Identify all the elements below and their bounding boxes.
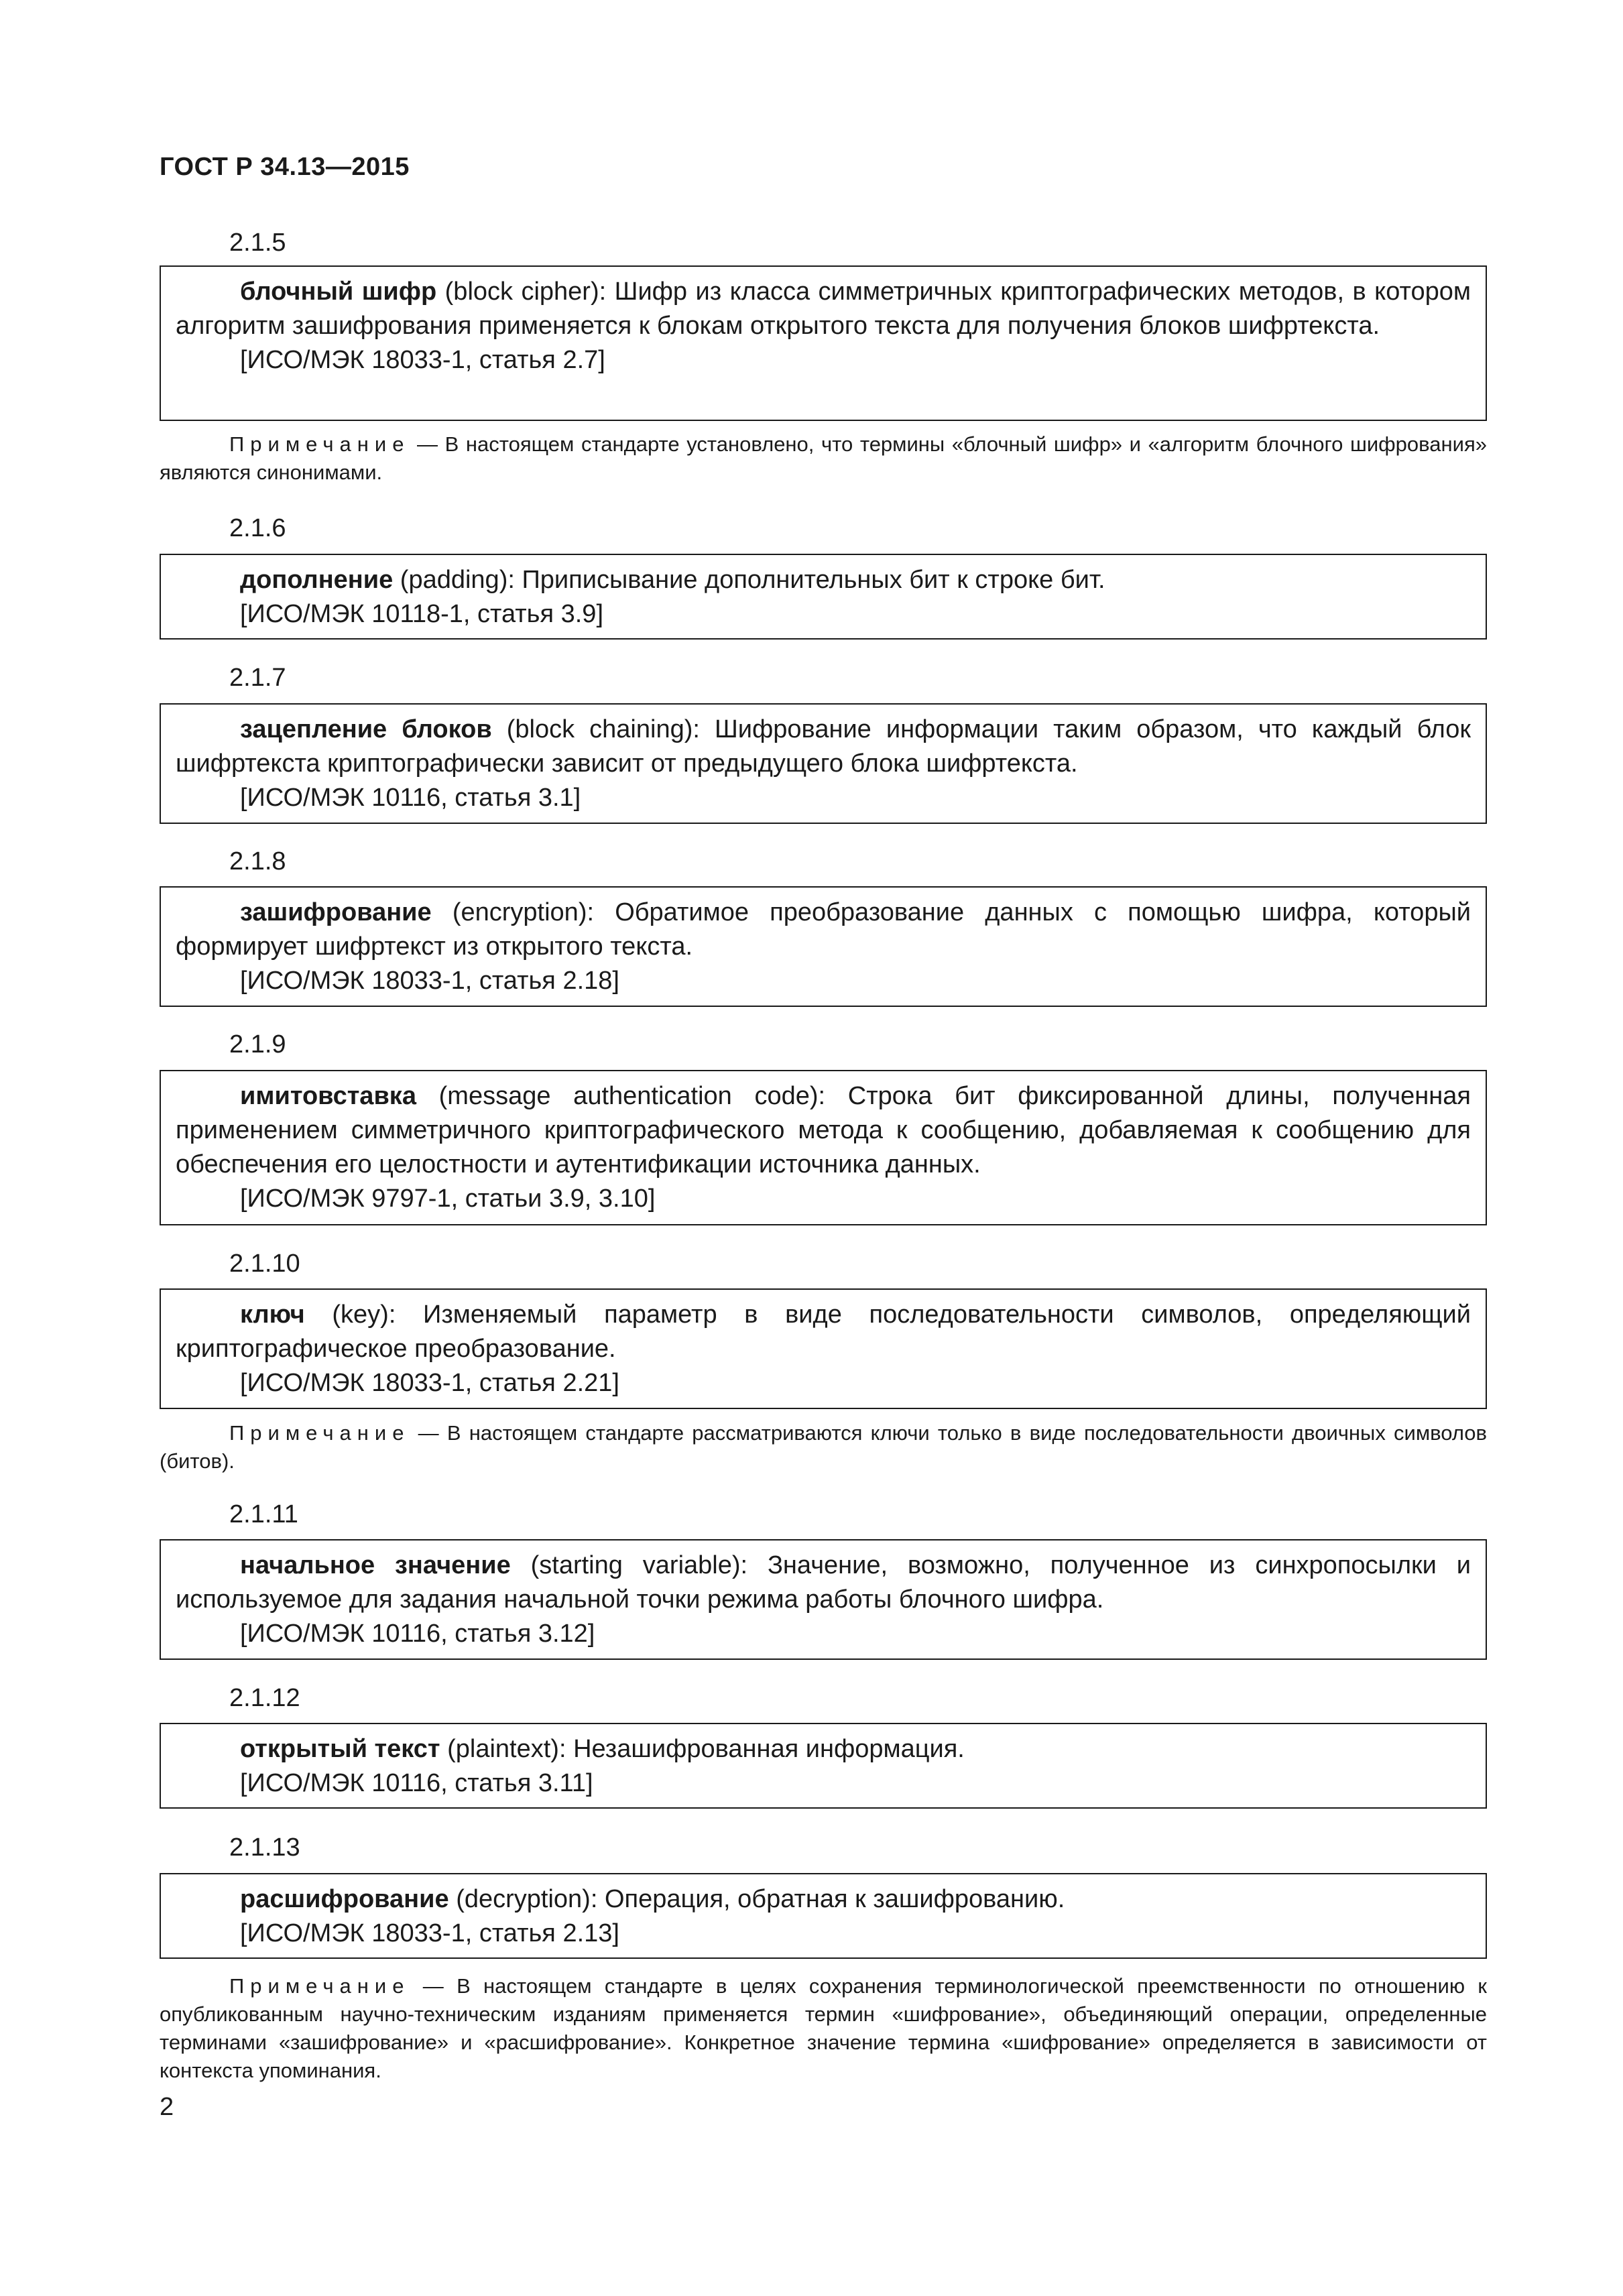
entry-number: 2.1.9 (229, 1030, 286, 1059)
term: дополнение (240, 566, 394, 594)
source-reference: [ИСО/МЭК 9797-1, статьи 3.9, 3.10] (240, 1185, 656, 1213)
note-label: Примечание (229, 1974, 410, 1998)
definition-body: (plaintext): Незашифрованная информация. (440, 1735, 965, 1763)
entry-number: 2.1.13 (229, 1833, 300, 1862)
definition-box (160, 554, 1487, 640)
definition-body: (block chaining): Шифрование информации таким образом, что каждый блок шифртекста криптографически зависит от предыдущего блока шифртекста. (176, 715, 1471, 778)
definition-box (160, 1288, 1487, 1409)
definition-text (176, 563, 1471, 597)
page-number: 2 (160, 2093, 174, 2121)
source-reference: [ИСО/МЭК 10118-1, статья 3.9] (240, 600, 604, 628)
term: начальное значение (240, 1551, 511, 1579)
entry-number: 2.1.6 (229, 514, 286, 542)
definition-box (160, 886, 1487, 1007)
definition-text (176, 713, 1471, 781)
definition-text (176, 1882, 1471, 1917)
entry-number: 2.1.8 (229, 847, 286, 875)
term: зашифрование (240, 898, 432, 926)
term: имитовставка (240, 1082, 416, 1110)
definition-body: (encryption): Обратимое преобразование данных с помощью шифра, который формирует шифртекст из открытого текста. (176, 898, 1471, 961)
source-reference: [ИСО/МЭК 18033-1, статья 2.13] (240, 1919, 619, 1947)
definition-box (160, 1539, 1487, 1660)
note-text: — В настоящем стандарте рассматриваются ключи только в виде последовательности двоичных символов (битов). (160, 1421, 1487, 1473)
source-reference: [ИСО/МЭК 10116, статья 3.11] (240, 1769, 593, 1797)
note (160, 1419, 1487, 1475)
note (160, 430, 1487, 487)
definition-box (160, 1873, 1487, 1959)
entry-number: 2.1.12 (229, 1684, 300, 1712)
entry-number: 2.1.11 (229, 1500, 298, 1528)
source-reference: [ИСО/МЭК 18033-1, статья 2.7] (240, 346, 605, 374)
note (160, 1972, 1487, 2085)
definition-box (160, 1723, 1487, 1809)
definition-text (176, 1549, 1471, 1617)
definition-body: (starting variable): Значение, возможно, полученное из синхропосылки и используемое для задания начальной точки режима работы блочного шифра. (176, 1551, 1471, 1614)
source-reference: [ИСО/МЭК 10116, статья 3.1] (240, 784, 581, 812)
entry-number: 2.1.10 (229, 1250, 300, 1278)
definition-body: (message authentication code): Строка бит фиксированной длины, полученная применением симметричного криптографического метода к сообщению, добавляемая к сообщению для обеспечения его целостности и аутентификации источника данных. (176, 1082, 1471, 1179)
term: ключ (240, 1301, 305, 1329)
term: расшифрование (240, 1885, 449, 1913)
term: блочный шифр (240, 278, 437, 306)
definition-box (160, 1070, 1487, 1225)
entry-number: 2.1.5 (229, 229, 286, 257)
term: открытый текст (240, 1735, 440, 1763)
note-label: Примечание (229, 432, 410, 456)
source-reference: [ИСО/МЭК 18033-1, статья 2.21] (240, 1369, 619, 1397)
definition-box (160, 703, 1487, 824)
definition-body: (decryption): Операция, обратная к зашифрованию. (448, 1885, 1065, 1913)
definition-body: (padding): Приписывание дополнительных бит к строке бит. (393, 566, 1105, 594)
definition-text (176, 1298, 1471, 1366)
definition-text (176, 275, 1471, 343)
definition-body: (block cipher): Шифр из класса симметричных криптографических методов, в котором алгоритм зашифрования применяется к блокам открытого текста для получения блоков шифртекста. (176, 278, 1471, 340)
definition-text (176, 1732, 1471, 1766)
source-reference: [ИСО/МЭК 18033-1, статья 2.18] (240, 967, 619, 995)
entry-number: 2.1.7 (229, 664, 286, 692)
definition-text (176, 1079, 1471, 1182)
note-text: — В настоящем стандарте установлено, что термины «блочный шифр» и «алгоритм блочного шифрования» являются синонимами. (160, 432, 1487, 484)
note-text: — В настоящем стандарте в целях сохранения терминологической преемственности по отношению к опубликованным научно-техническим изданиям применяется термин «шифрование», объединяющий операции, определенные терминами «зашифрование» и «расшифрование». Конкретное значение термина «шифрование» определяется в зависимости от контекста упоминания. (160, 1974, 1487, 2082)
source-reference: [ИСО/МЭК 10116, статья 3.12] (240, 1620, 595, 1648)
definition-box (160, 265, 1487, 421)
term: зацепление блоков (240, 715, 492, 743)
note-label: Примечание (229, 1421, 410, 1445)
definition-text (176, 896, 1471, 964)
definition-body: (key): Изменяемый параметр в виде последовательности символов, определяющий криптографическое преобразование. (176, 1301, 1471, 1363)
document-header: ГОСТ Р 34.13—2015 (160, 153, 410, 181)
